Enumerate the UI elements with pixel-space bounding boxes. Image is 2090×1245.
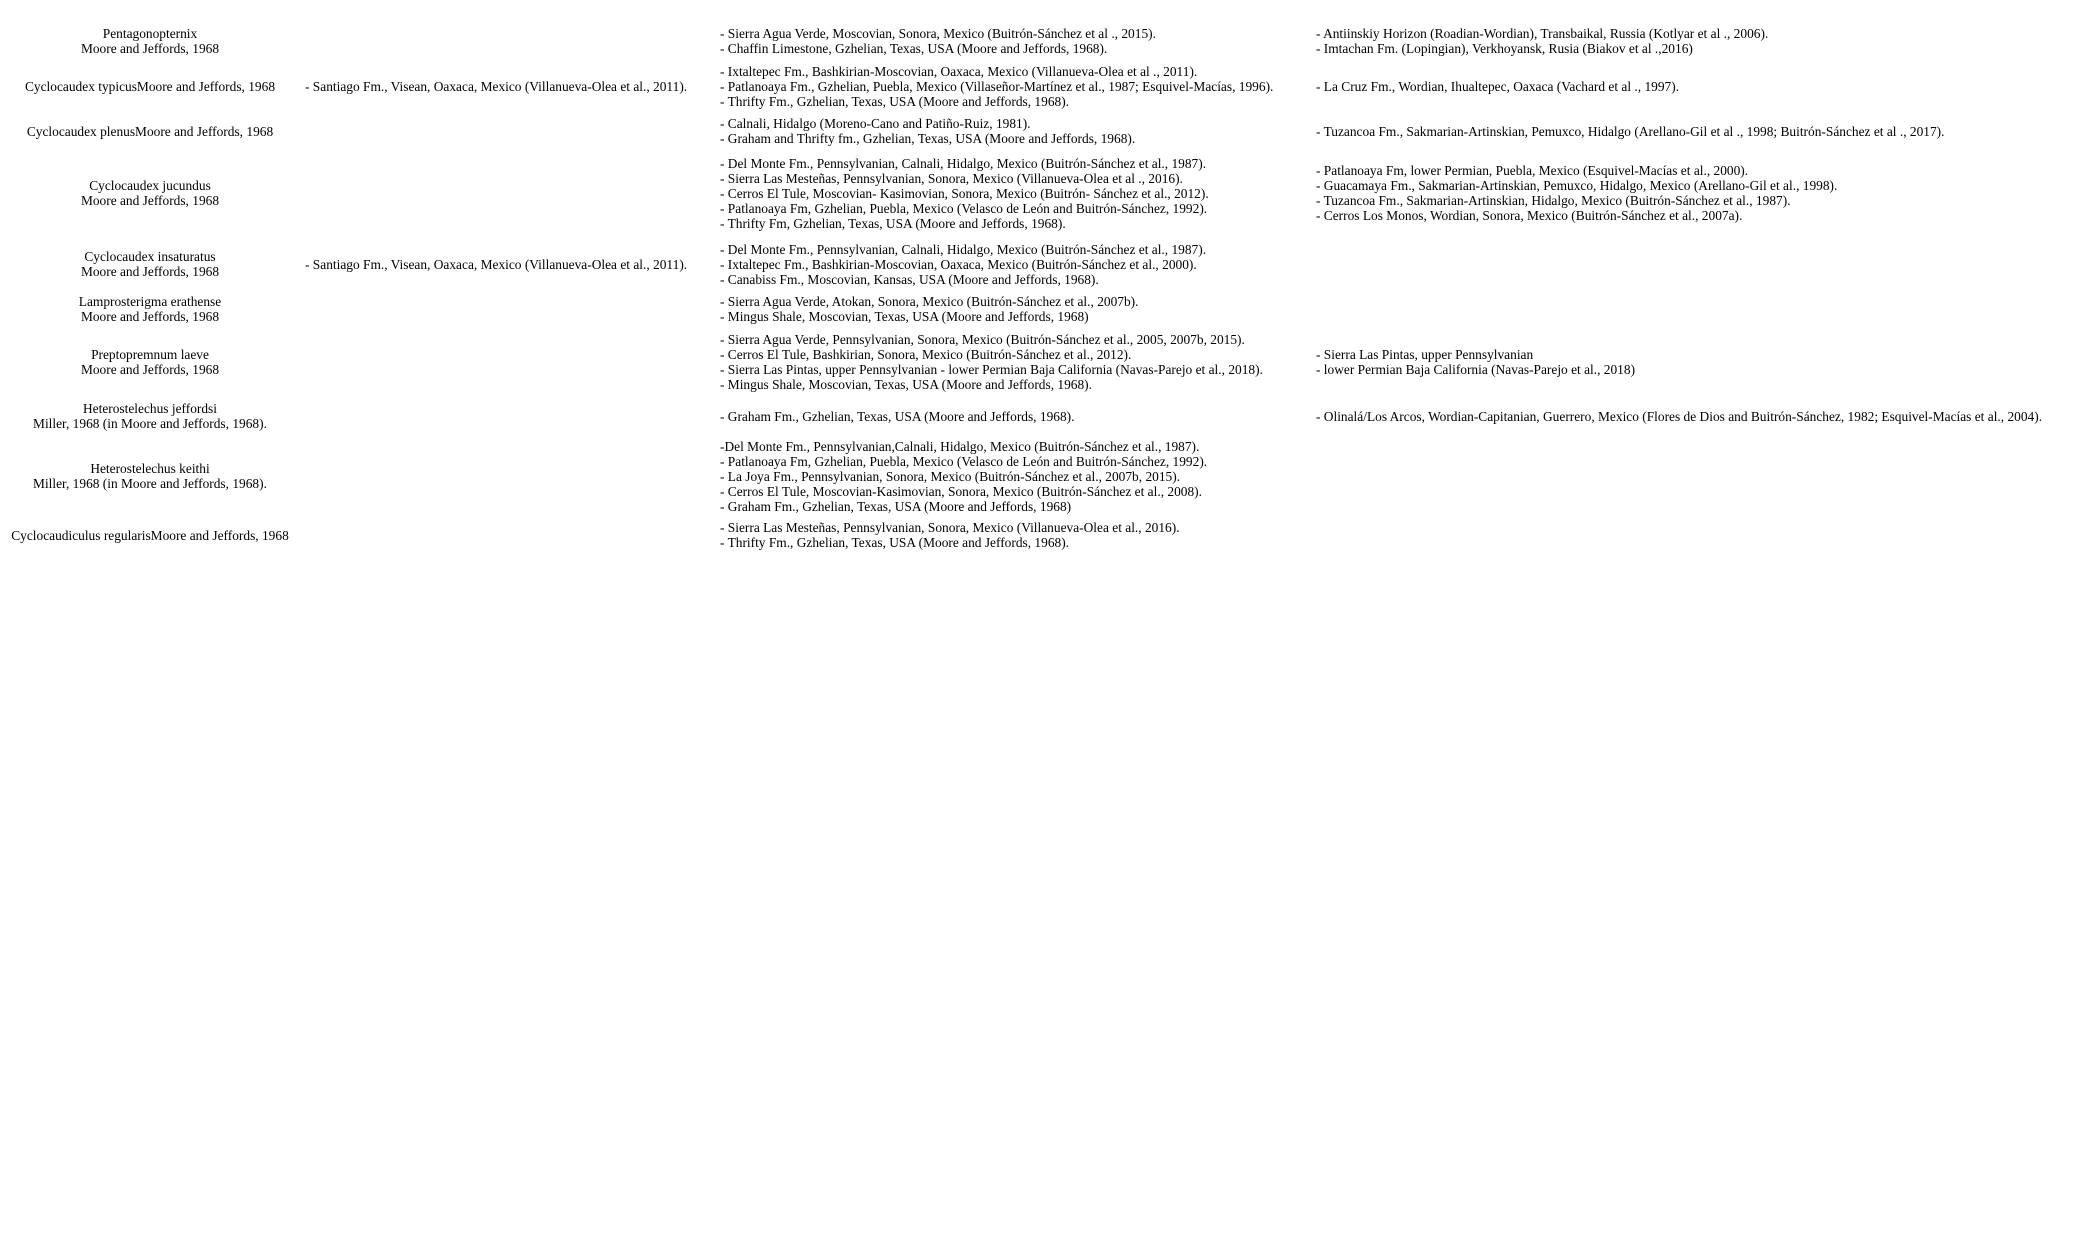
mississippian-occurrences-cell [305, 153, 715, 233]
occurrence-line: - Sierra Agua Verde, Pennsylvanian, Sonora, Mexico (Buitrón-Sánchez et al., 2005, 2007b, 2015). [720, 332, 1245, 347]
table-row [0, 519, 2090, 551]
occurrence-line: - Mingus Shale, Moscovian, Texas, USA (Moore and Jeffords, 1968). [720, 377, 1092, 392]
occurrence-line: - Patlanoaya Fm, Gzhelian, Puebla, Mexico (Velasco de León and Buitrón-Sánchez, 1992). [720, 453, 1208, 469]
taxon-name-line: Preptopremnum laeve [91, 347, 209, 362]
occurrence-line: - Guacamaya Fm., Sakmarian-Artinskian, Pemuxco, Hidalgo, Mexico (Arellano-Gil et al., 1998). [1316, 178, 1838, 193]
occurrence-line: - Graham Fm., Gzhelian, Texas, USA (Moore and Jeffords, 1968) [720, 498, 1072, 514]
taxon-cell [0, 293, 300, 325]
occurrence-line: - Sierra Agua Verde, Moscovian, Sonora, Mexico (Buitrón-Sánchez et al ., 2015). [720, 26, 1156, 41]
table-row [0, 240, 2090, 288]
occurrence-line: - La Joya Fm., Pennsylvanian, Sonora, Mexico (Buitrón-Sánchez et al., 2007b, 2015). [720, 468, 1181, 484]
occurrence-line: - Del Monte Fm., Pennsylvanian, Calnali, Hidalgo, Mexico (Buitrón-Sánchez et al., 1987). [720, 155, 1207, 171]
occurrence-line: - Sierra Las Pintas, upper Pennsylvanian [1316, 347, 1534, 362]
taxon-cell [0, 240, 300, 288]
occurrence-line: - Cerros El Tule, Bashkirian, Sonora, Mexico (Buitrón-Sánchez et al., 2012). [720, 347, 1132, 362]
permian-occurrences-cell [1316, 293, 2090, 325]
occurrence-line: - Graham Fm., Gzhelian, Texas, USA (Moore and Jeffords, 1968). [720, 408, 1075, 424]
taxon-name-line: Lamprosterigma erathense [78, 294, 222, 309]
occurrence-line: -Del Monte Fm., Pennsylvanian,Calnali, Hidalgo, Mexico (Buitrón-Sánchez et al., 1987). [720, 438, 1200, 454]
mississippian-occurrences-cell [305, 400, 715, 432]
taxon-cell [0, 153, 300, 233]
occurrence-line: - Santiago Fm., Visean, Oaxaca, Mexico (Villanueva-Olea et al., 2011). [305, 78, 688, 94]
table-row [0, 153, 2090, 233]
occurrence-line: - Chaffin Limestone, Gzhelian, Texas, USA (Moore and Jeffords, 1968). [720, 41, 1108, 56]
occurrence-line: - Patlanoaya Fm, lower Permian, Puebla, Mexico (Esquivel-Macías et al., 2000). [1316, 163, 1749, 178]
table-row [0, 62, 2090, 110]
taxon-cell [0, 400, 300, 432]
occurrence-line: - Santiago Fm., Visean, Oaxaca, Mexico (Villanueva-Olea et al., 2011). [305, 256, 688, 272]
table-row [0, 400, 2090, 432]
taxon-cell [0, 519, 300, 551]
taxon-name-line: Cyclocaudiculus regularisMoore and Jeffords, 1968 [11, 527, 289, 543]
occurrence-line: - Patlanoaya Fm, Gzhelian, Puebla, Mexico (Velasco de León and Buitrón-Sánchez, 1992). [720, 200, 1208, 216]
mississippian-occurrences-cell [305, 330, 715, 394]
taxon-name-line: Cyclocaudex jucundus [89, 178, 211, 193]
mississippian-occurrences-cell [305, 240, 715, 288]
occurrence-line: - Sierra Las Mesteñas, Pennsylvanian, Sonora, Mexico (Villanueva-Olea et al., 2016). [720, 520, 1180, 535]
occurrence-line: - Sierra Las Pintas, upper Pennsylvanian - lower Permian Baja California (Navas-Parejo et al., 2018). [720, 362, 1263, 377]
table-row [0, 25, 2090, 57]
occurrence-line: - Cerros El Tule, Moscovian-Kasimovian, Sonora, Mexico (Buitrón-Sánchez et al., 2008). [720, 483, 1202, 499]
pennsylvanian-occurrences-cell [720, 400, 1310, 432]
occurrence-line: - Canabiss Fm., Moscovian, Kansas, USA (Moore and Jeffords, 1968). [720, 271, 1099, 287]
pennsylvanian-occurrences-cell [720, 153, 1310, 233]
occurrence-line: - Sierra Las Mesteñas, Pennsylvanian, Sonora, Mexico (Villanueva-Olea et al ., 2016). [720, 170, 1183, 186]
mississippian-occurrences-cell [305, 437, 715, 515]
occurrence-line: - Patlanoaya Fm., Gzhelian, Puebla, Mexico (Villaseñor-Martínez et al., 1987; Esquivel-Macías, 1996). [720, 78, 1274, 94]
taxon-name-line: Moore and Jeffords, 1968 [80, 193, 220, 208]
occurrence-line: - Calnali, Hidalgo (Moreno-Cano and Patiño-Ruiz, 1981). [720, 116, 1031, 131]
occurrence-line: - Del Monte Fm., Pennsylvanian, Calnali, Hidalgo, Mexico (Buitrón-Sánchez et al., 1987). [720, 241, 1207, 257]
pennsylvanian-occurrences-cell [720, 519, 1310, 551]
permian-occurrences-cell [1316, 437, 2090, 515]
occurrence-line: - Thrifty Fm., Gzhelian, Texas, USA (Moore and Jeffords, 1968). [720, 535, 1070, 550]
taxon-name-line: Moore and Jeffords, 1968 [80, 41, 220, 56]
occurrence-line: - Graham and Thrifty fm., Gzhelian, Texas, USA (Moore and Jeffords, 1968). [720, 131, 1136, 146]
taxon-name-line: Heterostelechus keithi [90, 461, 210, 476]
occurrence-line: - Ixtaltepec Fm., Bashkirian-Moscovian, Oaxaca, Mexico (Villanueva-Olea et al ., 2011). [720, 63, 1198, 79]
taxon-name-line: Moore and Jeffords, 1968 [80, 264, 220, 279]
occurrence-line: - Cerros El Tule, Moscovian- Kasimovian, Sonora, Mexico (Buitrón- Sánchez et al., 2012). [720, 185, 1209, 201]
taxon-name-line: Moore and Jeffords, 1968 [80, 309, 220, 324]
permian-occurrences-cell [1316, 240, 2090, 288]
mississippian-occurrences-cell [305, 62, 715, 110]
mississippian-occurrences-cell [305, 519, 715, 551]
table-row [0, 115, 2090, 147]
occurrence-line: - Antiinskiy Horizon (Roadian-Wordian), Transbaikal, Russia (Kotlyar et al ., 2006). [1316, 26, 1769, 41]
pennsylvanian-occurrences-cell [720, 437, 1310, 515]
taxon-name-line: Miller, 1968 (in Moore and Jeffords, 1968). [33, 416, 267, 431]
occurrence-line: - Tuzancoa Fm., Sakmarian-Artinskian, Hidalgo, Mexico (Buitrón-Sánchez et al., 1987). [1316, 193, 1791, 208]
taxon-name-line: Pentagonopternix [102, 26, 198, 41]
taxon-name-line: Cyclocaudex plenusMoore and Jeffords, 1968 [26, 123, 274, 139]
occurrence-line: - Cerros Los Monos, Wordian, Sonora, Mexico (Buitrón-Sánchez et al., 2007a). [1316, 208, 1743, 223]
taxon-cell [0, 115, 300, 147]
taxon-name-line: Cyclocaudex typicusMoore and Jeffords, 1968 [24, 78, 276, 94]
taxon-cell [0, 25, 300, 57]
taxon-cell [0, 330, 300, 394]
permian-occurrences-cell [1316, 153, 2090, 233]
pennsylvanian-occurrences-cell [720, 240, 1310, 288]
taxon-name-line: Moore and Jeffords, 1968 [80, 362, 220, 377]
permian-occurrences-cell [1316, 115, 2090, 147]
permian-occurrences-cell [1316, 330, 2090, 394]
mississippian-occurrences-cell [305, 293, 715, 325]
occurrence-line: - Thrifty Fm, Gzhelian, Texas, USA (Moore and Jeffords, 1968). [720, 215, 1066, 231]
taxon-name-line: Miller, 1968 (in Moore and Jeffords, 1968). [33, 476, 267, 491]
pennsylvanian-occurrences-cell [720, 62, 1310, 110]
permian-occurrences-cell [1316, 62, 2090, 110]
taxon-cell [0, 437, 300, 515]
occurrence-line: - lower Permian Baja California (Navas-Parejo et al., 2018) [1316, 362, 1636, 377]
table-row [0, 330, 2090, 394]
occurrence-line: - Thrifty Fm., Gzhelian, Texas, USA (Moore and Jeffords, 1968). [720, 93, 1070, 109]
occurrence-line: - Ixtaltepec Fm., Bashkirian-Moscovian, Oaxaca, Mexico (Buitrón-Sánchez et al., 2000). [720, 256, 1197, 272]
pennsylvanian-occurrences-cell [720, 115, 1310, 147]
table-row [0, 437, 2090, 515]
table-row [0, 293, 2090, 325]
occurrence-line: - Mingus Shale, Moscovian, Texas, USA (Moore and Jeffords, 1968) [720, 309, 1089, 324]
pennsylvanian-occurrences-cell [720, 330, 1310, 394]
occurrence-line: - Olinalá/Los Arcos, Wordian-Capitanian, Guerrero, Mexico (Flores de Dios and Buitrón-Sánchez, 1982; Esquivel-Macías et al., 2004). [1316, 408, 2043, 424]
permian-occurrences-cell [1316, 400, 2090, 432]
occurrence-line: - Sierra Agua Verde, Atokan, Sonora, Mexico (Buitrón-Sánchez et al., 2007b). [720, 294, 1139, 309]
mississippian-occurrences-cell [305, 115, 715, 147]
pennsylvanian-occurrences-cell [720, 25, 1310, 57]
taxon-cell [0, 62, 300, 110]
mississippian-occurrences-cell [305, 25, 715, 57]
occurrence-line: - Tuzancoa Fm., Sakmarian-Artinskian, Pemuxco, Hidalgo (Arellano-Gil et al ., 1998; Buitrón-Sánchez et al ., 2017). [1316, 123, 1945, 139]
permian-occurrences-cell [1316, 25, 2090, 57]
occurrence-line: - La Cruz Fm., Wordian, Ihualtepec, Oaxaca (Vachard et al ., 1997). [1316, 78, 1680, 94]
taxon-name-line: Heterostelechus jeffordsi [83, 401, 217, 416]
occurrence-line: - Imtachan Fm. (Lopingian), Verkhoyansk, Rusia (Biakov et al .,2016) [1316, 41, 1693, 56]
pennsylvanian-occurrences-cell [720, 293, 1310, 325]
permian-occurrences-cell [1316, 519, 2090, 551]
taxon-name-line: Cyclocaudex insaturatus [84, 249, 216, 264]
